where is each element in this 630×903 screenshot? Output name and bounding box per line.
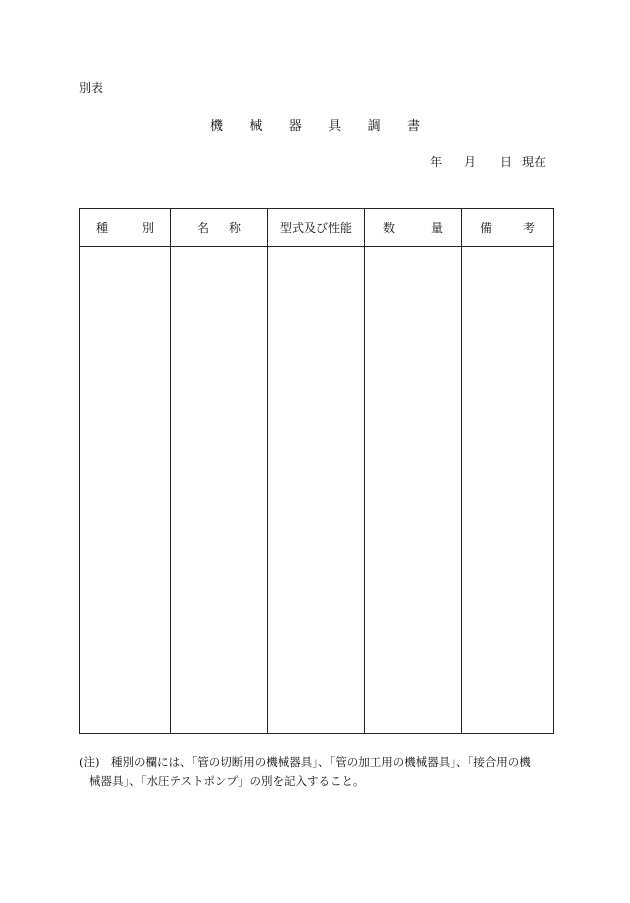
document-title xyxy=(210,118,420,136)
footnote-line: (注) 種別の欄には、「管の切断用の機械器具」、「管の加工用の機械器具」、「接合用の機 xyxy=(79,755,531,769)
title-char: 具 xyxy=(328,119,342,134)
equipment-table xyxy=(79,208,554,734)
title-char: 機 xyxy=(210,119,224,134)
title-char: 調 xyxy=(367,119,381,134)
header-type-part: 別 xyxy=(141,221,154,235)
header-quantity-part: 数 xyxy=(383,221,396,235)
header-name-part: 名 xyxy=(197,221,210,235)
month-label: 月 xyxy=(464,155,477,169)
header-remarks-part: 備 xyxy=(480,221,493,235)
cell-name[interactable] xyxy=(171,247,268,734)
cell-quantity[interactable] xyxy=(365,247,462,734)
title-char: 械 xyxy=(249,119,263,134)
cell-type[interactable] xyxy=(80,247,171,734)
header-quantity xyxy=(365,209,462,247)
table-row xyxy=(80,247,554,734)
year-label: 年 xyxy=(430,155,443,169)
header-type-part: 種 xyxy=(96,221,109,235)
header-type xyxy=(80,209,171,247)
day-label: 日 xyxy=(500,155,513,169)
footnote-line: 械器具」、「水圧テストポンプ」の別を記入すること。 xyxy=(89,774,365,788)
title-char: 器 xyxy=(288,119,302,134)
footnote xyxy=(79,753,555,791)
header-quantity-part: 量 xyxy=(430,221,443,235)
header-name-part: 称 xyxy=(228,221,241,235)
header-model xyxy=(268,209,365,247)
title-char: 書 xyxy=(406,119,420,134)
table-header-row xyxy=(80,209,554,247)
attachment-label: 別表 xyxy=(79,81,104,95)
cell-remarks[interactable] xyxy=(462,247,554,734)
header-model-label: 型式及び性能 xyxy=(279,221,352,235)
cell-model[interactable] xyxy=(268,247,365,734)
as-of-label: 現在 xyxy=(522,155,547,169)
header-name xyxy=(171,209,268,247)
header-remarks-part: 考 xyxy=(522,221,535,235)
header-remarks xyxy=(462,209,554,247)
